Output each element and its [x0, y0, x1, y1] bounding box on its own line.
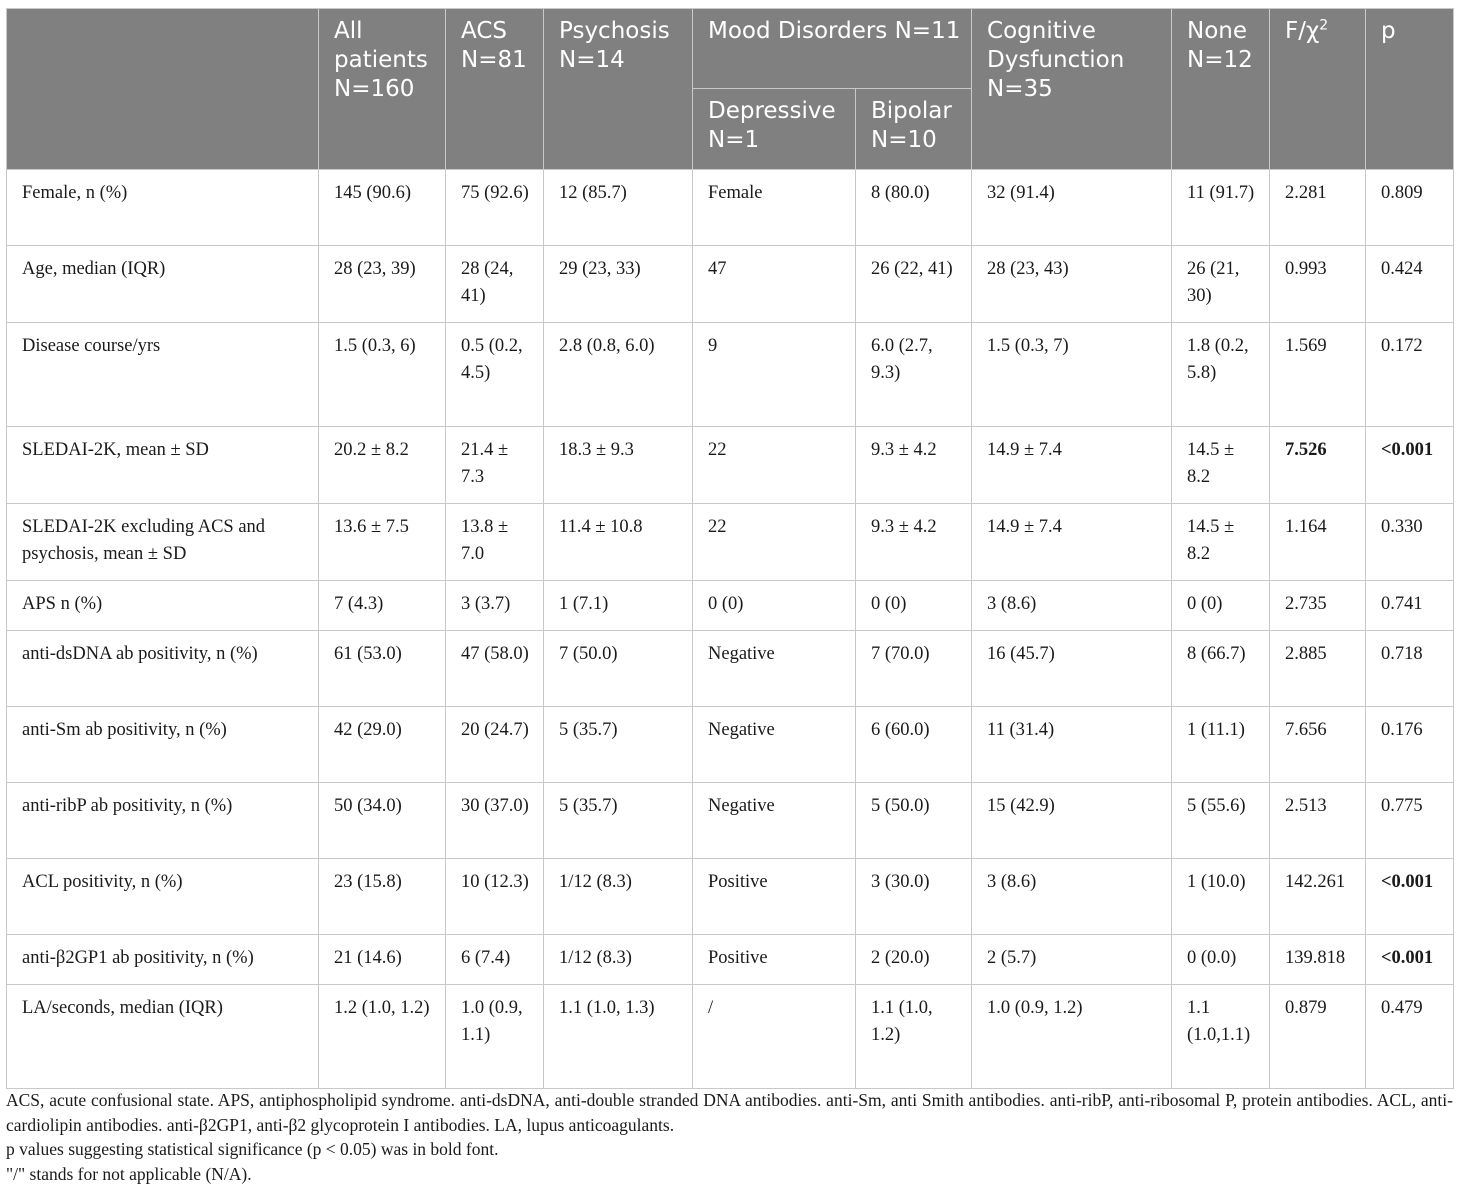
header-none: None N=12: [1172, 9, 1270, 170]
header-psychosis: Psychosis N=14: [544, 9, 693, 170]
table-cell: 1.1 (1.0, 1.3): [544, 985, 693, 1089]
table-cell: 1.8 (0.2, 5.8): [1172, 323, 1270, 427]
table-cell: 47 (58.0): [446, 631, 544, 707]
table-cell: 3 (3.7): [446, 581, 544, 631]
row-label: Disease course/yrs: [7, 323, 319, 427]
footnote-abbreviations: ACS, acute confusional state. APS, antiphospholipid syndrome. anti-dsDNA, anti-double stranded DNA antibodies. anti-Sm, anti Smith antibodies. anti-ribP, anti-ribosomal P, protein antibodies. ACL, anti-cardiolipin antibodies. anti-β2GP1, anti-β2 glycoprotein I antibodies. LA, lupus anticoagulants.: [6, 1090, 1453, 1135]
header-bipolar: Bipolar N=10: [856, 89, 972, 170]
table-row: [7, 935, 1454, 985]
table-cell: 1.0 (0.9, 1.1): [446, 985, 544, 1089]
table-cell: 5 (50.0): [856, 783, 972, 859]
header-mood-disorders: Mood Disorders N=11: [693, 9, 972, 89]
table-cell: 5 (35.7): [544, 783, 693, 859]
table-cell: 28 (23, 43): [972, 246, 1172, 323]
footnote-significance: p values suggesting statistical significance (p < 0.05) was in bold font.: [6, 1139, 499, 1159]
table-cell: 142.261: [1270, 859, 1366, 935]
table-cell: 30 (37.0): [446, 783, 544, 859]
header-p: p: [1366, 9, 1454, 170]
header-f-chi: [1270, 9, 1366, 170]
table-cell: 0.775: [1366, 783, 1454, 859]
table-cell: 1/12 (8.3): [544, 935, 693, 985]
table-cell: 11 (31.4): [972, 707, 1172, 783]
header-f-chi-superscript: 2: [1319, 17, 1329, 34]
table-cell: 1 (11.1): [1172, 707, 1270, 783]
table-cell: 14.9 ± 7.4: [972, 427, 1172, 504]
table-cell: 21 (14.6): [319, 935, 446, 985]
table-cell: 0.741: [1366, 581, 1454, 631]
table-cell: 21.4 ± 7.3: [446, 427, 544, 504]
table-cell: 8 (66.7): [1172, 631, 1270, 707]
data-table: [6, 8, 1454, 1089]
table-body: [7, 170, 1454, 1089]
table-cell: Negative: [693, 783, 856, 859]
table-cell: 28 (23, 39): [319, 246, 446, 323]
header-depressive: Depressive N=1: [693, 89, 856, 170]
table-cell: 0 (0.0): [1172, 935, 1270, 985]
table-cell: 0.330: [1366, 504, 1454, 581]
table-cell: 1.164: [1270, 504, 1366, 581]
table-row: [7, 170, 1454, 246]
footnote-not-applicable: "/" stands for not applicable (N/A).: [6, 1163, 252, 1184]
table-cell: Positive: [693, 935, 856, 985]
header-acs: ACS N=81: [446, 9, 544, 170]
table-cell: 1 (7.1): [544, 581, 693, 631]
table-cell: 0.993: [1270, 246, 1366, 323]
row-label: anti-ribP ab positivity, n (%): [7, 783, 319, 859]
table-row: [7, 246, 1454, 323]
table-cell: 0.172: [1366, 323, 1454, 427]
table-cell: 5 (35.7): [544, 707, 693, 783]
table-cell: 14.5 ± 8.2: [1172, 427, 1270, 504]
table-cell: 20 (24.7): [446, 707, 544, 783]
table-cell: 32 (91.4): [972, 170, 1172, 246]
table-cell: 1.0 (0.9, 1.2): [972, 985, 1172, 1089]
table-cell: 1/12 (8.3): [544, 859, 693, 935]
table-cell: 1.5 (0.3, 6): [319, 323, 446, 427]
table-cell: 22: [693, 427, 856, 504]
table-cell: 42 (29.0): [319, 707, 446, 783]
table-row: [7, 783, 1454, 859]
table-cell: 1.1 (1.0, 1.2): [856, 985, 972, 1089]
table-cell: 0.718: [1366, 631, 1454, 707]
table-cell: 15 (42.9): [972, 783, 1172, 859]
table-cell: 145 (90.6): [319, 170, 446, 246]
table-cell: 20.2 ± 8.2: [319, 427, 446, 504]
table-cell: 23 (15.8): [319, 859, 446, 935]
row-label: SLEDAI-2K, mean ± SD: [7, 427, 319, 504]
row-label: anti-dsDNA ab positivity, n (%): [7, 631, 319, 707]
table-cell: 47: [693, 246, 856, 323]
table-cell: 9.3 ± 4.2: [856, 504, 972, 581]
table-container: [6, 8, 1453, 1089]
table-cell: 14.5 ± 8.2: [1172, 504, 1270, 581]
table-cell: 28 (24, 41): [446, 246, 544, 323]
table-cell: 22: [693, 504, 856, 581]
table-row: [7, 707, 1454, 783]
table-cell: 12 (85.7): [544, 170, 693, 246]
row-label: anti-β2GP1 ab positivity, n (%): [7, 935, 319, 985]
table-cell: 0.879: [1270, 985, 1366, 1089]
table-cell: 13.8 ± 7.0: [446, 504, 544, 581]
table-cell: <0.001: [1366, 935, 1454, 985]
table-row: [7, 631, 1454, 707]
table-cell: 6.0 (2.7, 9.3): [856, 323, 972, 427]
table-row: [7, 985, 1454, 1089]
table-cell: 3 (30.0): [856, 859, 972, 935]
table-cell: 9: [693, 323, 856, 427]
table-cell: 2.513: [1270, 783, 1366, 859]
table-cell: 29 (23, 33): [544, 246, 693, 323]
table-cell: 0.5 (0.2, 4.5): [446, 323, 544, 427]
table-cell: 1.1 (1.0,1.1): [1172, 985, 1270, 1089]
table-cell: Negative: [693, 707, 856, 783]
table-cell: 0.424: [1366, 246, 1454, 323]
table-cell: 1 (10.0): [1172, 859, 1270, 935]
table-cell: Positive: [693, 859, 856, 935]
table-cell: 1.5 (0.3, 7): [972, 323, 1172, 427]
table-row: [7, 323, 1454, 427]
table-cell: <0.001: [1366, 427, 1454, 504]
header-cognitive: Cognitive Dysfunction N=35: [972, 9, 1172, 170]
table-cell: 9.3 ± 4.2: [856, 427, 972, 504]
table-cell: 11 (91.7): [1172, 170, 1270, 246]
table-cell: 26 (22, 41): [856, 246, 972, 323]
table-row: [7, 504, 1454, 581]
table-cell: 1.2 (1.0, 1.2): [319, 985, 446, 1089]
table-cell: 8 (80.0): [856, 170, 972, 246]
table-cell: 0.809: [1366, 170, 1454, 246]
table-row: [7, 427, 1454, 504]
header-f-chi-base: F/χ: [1285, 18, 1320, 44]
table-cell: 3 (8.6): [972, 859, 1172, 935]
table-cell: 2.281: [1270, 170, 1366, 246]
table-cell: 2 (5.7): [972, 935, 1172, 985]
table-cell: 5 (55.6): [1172, 783, 1270, 859]
table-cell: 0 (0): [1172, 581, 1270, 631]
row-label: APS n (%): [7, 581, 319, 631]
row-label: SLEDAI-2K excluding ACS and psychosis, mean ± SD: [7, 504, 319, 581]
table-cell: 3 (8.6): [972, 581, 1172, 631]
table-cell: 7.526: [1270, 427, 1366, 504]
table-cell: 2 (20.0): [856, 935, 972, 985]
table-cell: 26 (21, 30): [1172, 246, 1270, 323]
table-cell: 0.479: [1366, 985, 1454, 1089]
table-cell: 139.818: [1270, 935, 1366, 985]
row-label: LA/seconds, median (IQR): [7, 985, 319, 1089]
table-row: [7, 859, 1454, 935]
table-cell: 11.4 ± 10.8: [544, 504, 693, 581]
table-cell: Female: [693, 170, 856, 246]
table-cell: 61 (53.0): [319, 631, 446, 707]
table-row: [7, 581, 1454, 631]
table-cell: 7.656: [1270, 707, 1366, 783]
table-cell: 7 (70.0): [856, 631, 972, 707]
table-cell: 1.569: [1270, 323, 1366, 427]
table-cell: 2.735: [1270, 581, 1366, 631]
row-label: anti-Sm ab positivity, n (%): [7, 707, 319, 783]
table-cell: Negative: [693, 631, 856, 707]
table-cell: 13.6 ± 7.5: [319, 504, 446, 581]
table-cell: 6 (60.0): [856, 707, 972, 783]
table-footnotes: [6, 1088, 1453, 1186]
table-cell: 0 (0): [693, 581, 856, 631]
row-label: Female, n (%): [7, 170, 319, 246]
table-cell: 16 (45.7): [972, 631, 1172, 707]
row-label: Age, median (IQR): [7, 246, 319, 323]
table-cell: 10 (12.3): [446, 859, 544, 935]
table-cell: 75 (92.6): [446, 170, 544, 246]
table-cell: 18.3 ± 9.3: [544, 427, 693, 504]
table-cell: 2.8 (0.8, 6.0): [544, 323, 693, 427]
table-cell: 2.885: [1270, 631, 1366, 707]
table-cell: 7 (4.3): [319, 581, 446, 631]
table-cell: /: [693, 985, 856, 1089]
table-cell: 6 (7.4): [446, 935, 544, 985]
row-label: ACL positivity, n (%): [7, 859, 319, 935]
header-all-patients: All patients N=160: [319, 9, 446, 170]
table-cell: 50 (34.0): [319, 783, 446, 859]
table-cell: 0.176: [1366, 707, 1454, 783]
table-cell: 7 (50.0): [544, 631, 693, 707]
table-cell: 0 (0): [856, 581, 972, 631]
table-cell: 14.9 ± 7.4: [972, 504, 1172, 581]
table-cell: <0.001: [1366, 859, 1454, 935]
header-blank: [7, 9, 319, 170]
